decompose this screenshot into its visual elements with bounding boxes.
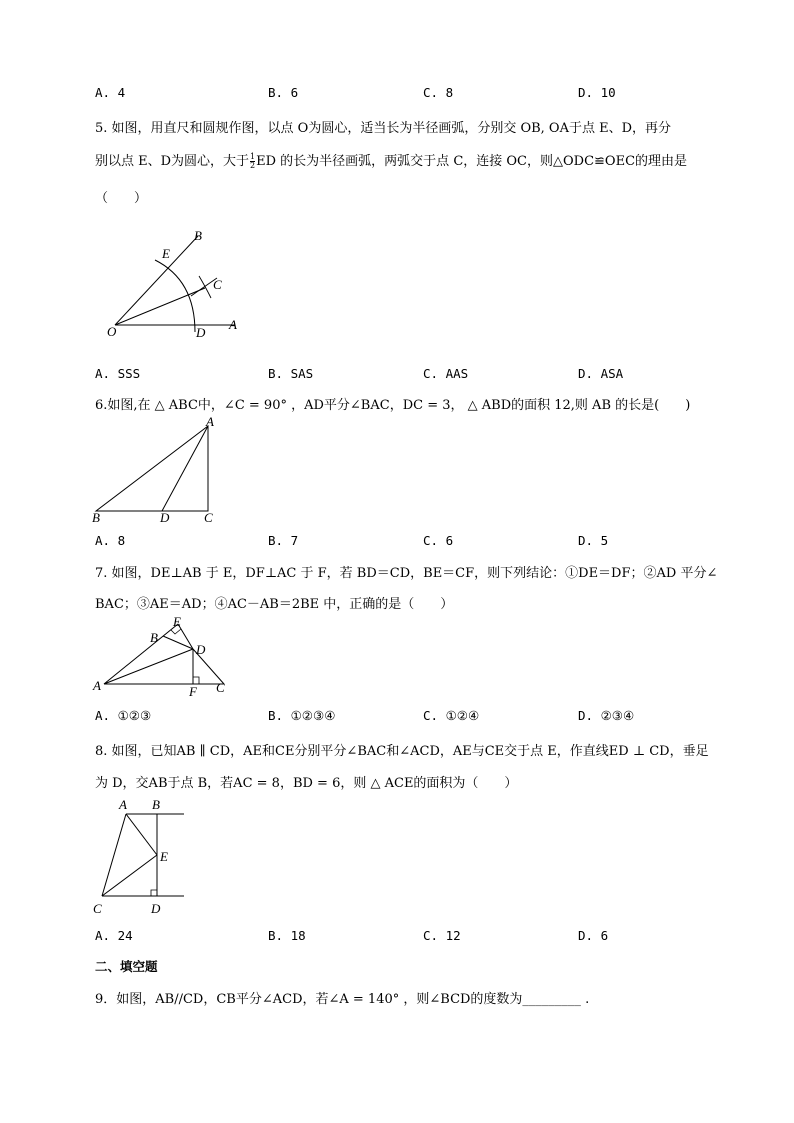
q7-figure [90,614,240,699]
q8-option-d: D. 6 [578,928,609,943]
q7-label-d: D [196,642,206,657]
q7-text-line2: BAC；③AE＝AD；④AC－AB＝2BE 中，正确的是（ ） [95,597,454,612]
q5-fraction [250,153,255,170]
q7-right-angle-e [171,629,181,634]
q8-label-b: B [152,797,160,812]
q6-segment-ad [162,426,208,511]
q8-text-line2: 为 D，交AB于点 B，若AC = 8，BD = 6，则 △ ACE的面积为（ ） [95,776,518,791]
q5-text-line3: （ ） [95,191,148,206]
q8-option-b: B. 18 [268,928,306,943]
q6-option-a: A. 8 [95,533,126,548]
q5-label-a: A [229,317,237,332]
q7-label-c: C [216,680,225,695]
q8-segment-ce [102,855,157,896]
q7-right-angle-f [193,677,199,684]
q4-option-a: A. 4 [95,85,126,100]
q7-segment-ae [104,624,178,684]
q6-figure [90,414,220,525]
q5-label-o: O [107,324,117,339]
q4-option-b: B. 6 [268,85,299,100]
q7-label-a: A [93,678,101,693]
q5-arc-ed [155,260,195,332]
q8-figure [90,797,195,919]
q5-option-b: B. SAS [268,366,314,381]
q6-label-b: B [92,510,100,525]
q5-frac-num: 1 [250,152,256,161]
q6-option-d: D. 5 [578,533,609,548]
q4-option-d: D. 10 [578,85,616,100]
q8-option-c: C. 12 [423,928,461,943]
q5-option-c: C. AAS [423,366,469,381]
q7-option-d: D. ②③④ [578,708,635,723]
q5-frac-den: 2 [250,161,256,170]
q9-text: 9．如图，AB//CD，CB平分∠ACD，若∠A = 140° ，则∠BCD的度数为_________ . [95,992,590,1007]
q5-line2-pre: 别以点 E、D为圆心，大于 [95,154,250,169]
q7-segment-ad [104,649,193,684]
q7-option-a: A. ①②③ [95,708,152,723]
q7-label-b: B [150,630,158,645]
q5-option-a: A. SSS [95,366,141,381]
q6-option-c: C. 6 [423,533,454,548]
q5-option-d: D. ASA [578,366,624,381]
q6-label-c: C [204,510,213,525]
q8-right-angle-d [151,890,157,896]
q4-option-c: C. 8 [423,85,454,100]
q5-arc-mark-2 [199,276,211,298]
q8-segment-ac [102,814,126,896]
q6-label-a: A [206,414,214,429]
q5-ray-ob [115,236,198,325]
q5-text-line1: 5. 如图，用直尺和圆规作图，以点 O为圆心，适当长为半径画弧，分别交 OB, OA于点 E、D，再分 [95,121,672,136]
q7-label-e: E [173,614,181,629]
q8-option-a: A. 24 [95,928,133,943]
q8-segment-ae [126,814,157,855]
q8-text-line1: 8. 如图，已知AB ∥ CD，AE和CE分别平分∠BAC和∠ACD，AE与CE交于点 E，作直线ED ⊥ CD，垂足 [95,744,709,759]
q7-option-b: B. ①②③④ [268,708,336,723]
q6-triangle-abc [96,426,208,511]
q5-line2-post: ED 的长为半径画弧，两弧交于点 C，连接 OC，则△ODC≌OEC的理由是 [256,154,688,169]
q8-label-c: C [93,901,102,916]
q5-label-d: D [196,325,206,340]
q7-segment-bd [163,636,193,649]
q6-option-b: B. 7 [268,533,299,548]
q8-label-d: D [151,901,161,916]
q5-label-b: B [194,228,202,243]
q5-label-c: C [213,277,222,292]
q6-label-d: D [160,510,170,525]
section-title-fill-in: 二、填空题 [95,959,158,974]
q6-text: 6.如图,在 △ ABC中，∠C = 90° ，AD平分∠BAC，DC = 3， △ ABD的面积 12,则 AB 的长是( ) [95,398,691,413]
q7-text-line1: 7. 如图，DE⊥AB 于 E，DF⊥AC 于 F，若 BD＝CD，BE＝CF，则下列结论：①DE＝DF；②AD 平分∠ [95,566,718,581]
q7-option-c: C. ①②④ [423,708,480,723]
q7-label-f: F [189,684,197,699]
q8-label-e: E [160,849,168,864]
q8-label-a: A [119,797,127,812]
q5-segment-oc [115,288,205,325]
q5-text-line2 [95,150,687,170]
q5-figure [95,220,255,345]
q5-label-e: E [162,246,170,261]
